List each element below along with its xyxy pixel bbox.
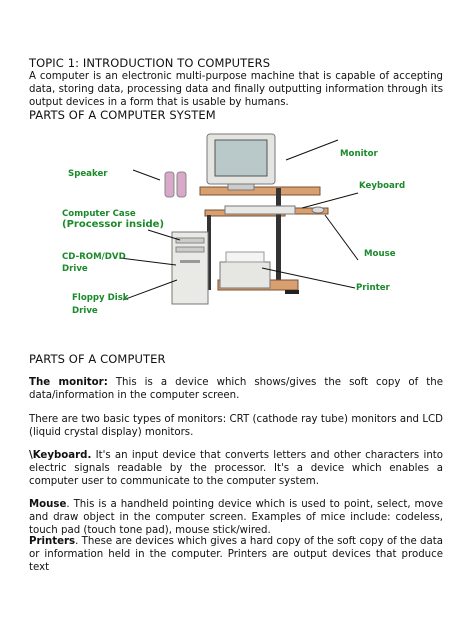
intro-paragraph: A computer is an electronic multi-purpose machine that is capable of accepting data, storing data, processing data and finally outputting information through its output devices in a form that is usable by humans. xyxy=(29,71,443,108)
topic-heading: TOPIC 1: INTRODUCTION TO COMPUTERS xyxy=(29,56,271,70)
arrow-floppy xyxy=(123,280,177,300)
monitor-text: This is a device which shows/gives the soft copy of the data/information in the computer screen. xyxy=(29,377,443,401)
printers-text: . These are devices which gives a hard copy of the soft copy of the data or information held in the computer. Printers are output devices that produce text xyxy=(29,536,443,573)
parts-heading: PARTS OF A COMPUTER xyxy=(29,352,166,366)
label-keyboard: Keyboard xyxy=(359,181,406,191)
arrow-monitor xyxy=(286,140,338,160)
label-speaker: Speaker xyxy=(68,169,108,179)
arrow-mouse xyxy=(325,215,358,260)
label-mouse: Mouse xyxy=(364,249,396,259)
label-floppy: Floppy Disk xyxy=(72,293,129,303)
label-monitor: Monitor xyxy=(340,149,378,159)
mouse-text: . This is a handheld pointing device which is used to point, select, move and draw object in the computer screen. Examples of mice include: codeless, touch pad (touch tone pad), mouse stick/wired. xyxy=(29,499,443,536)
label-computer-case: Computer Case xyxy=(62,209,136,219)
monitor-term: The monitor: xyxy=(29,377,108,388)
keyboard-term: \Keyboard. xyxy=(29,450,92,461)
monitor-image xyxy=(207,134,275,190)
monitor-paragraph xyxy=(29,376,443,402)
parts-system-heading: PARTS OF A COMPUTER SYSTEM xyxy=(29,108,216,122)
label-cdrom-drive: Drive xyxy=(62,264,88,274)
tower-image xyxy=(172,232,208,304)
keyboard-text: It's an input device that converts letters and other characters into electric signals readable by the processor. It's a device which enables a computer user to communicate to the computer system. xyxy=(29,450,443,487)
printer-image xyxy=(220,252,270,288)
label-printer: Printer xyxy=(356,283,390,293)
keyboard-image xyxy=(225,206,295,214)
mouse-term: Mouse xyxy=(29,499,67,510)
monitor-types-paragraph: There are two basic types of monitors: CRT (cathode ray tube) monitors and LCD (liquid crystal display) monitors. xyxy=(29,414,443,438)
arrow-speaker xyxy=(133,170,160,180)
arrow-cdrom xyxy=(120,258,176,265)
label-processor: (Processor inside) xyxy=(62,219,165,230)
printers-paragraph xyxy=(29,535,443,574)
mouse-paragraph xyxy=(29,498,443,537)
mouse-image xyxy=(312,207,324,213)
label-cdrom: CD-ROM/DVD xyxy=(62,252,126,262)
speakers-image xyxy=(165,172,186,197)
printers-term: Printers xyxy=(29,536,76,547)
label-floppy-drive: Drive xyxy=(72,306,98,316)
keyboard-paragraph xyxy=(29,449,443,488)
